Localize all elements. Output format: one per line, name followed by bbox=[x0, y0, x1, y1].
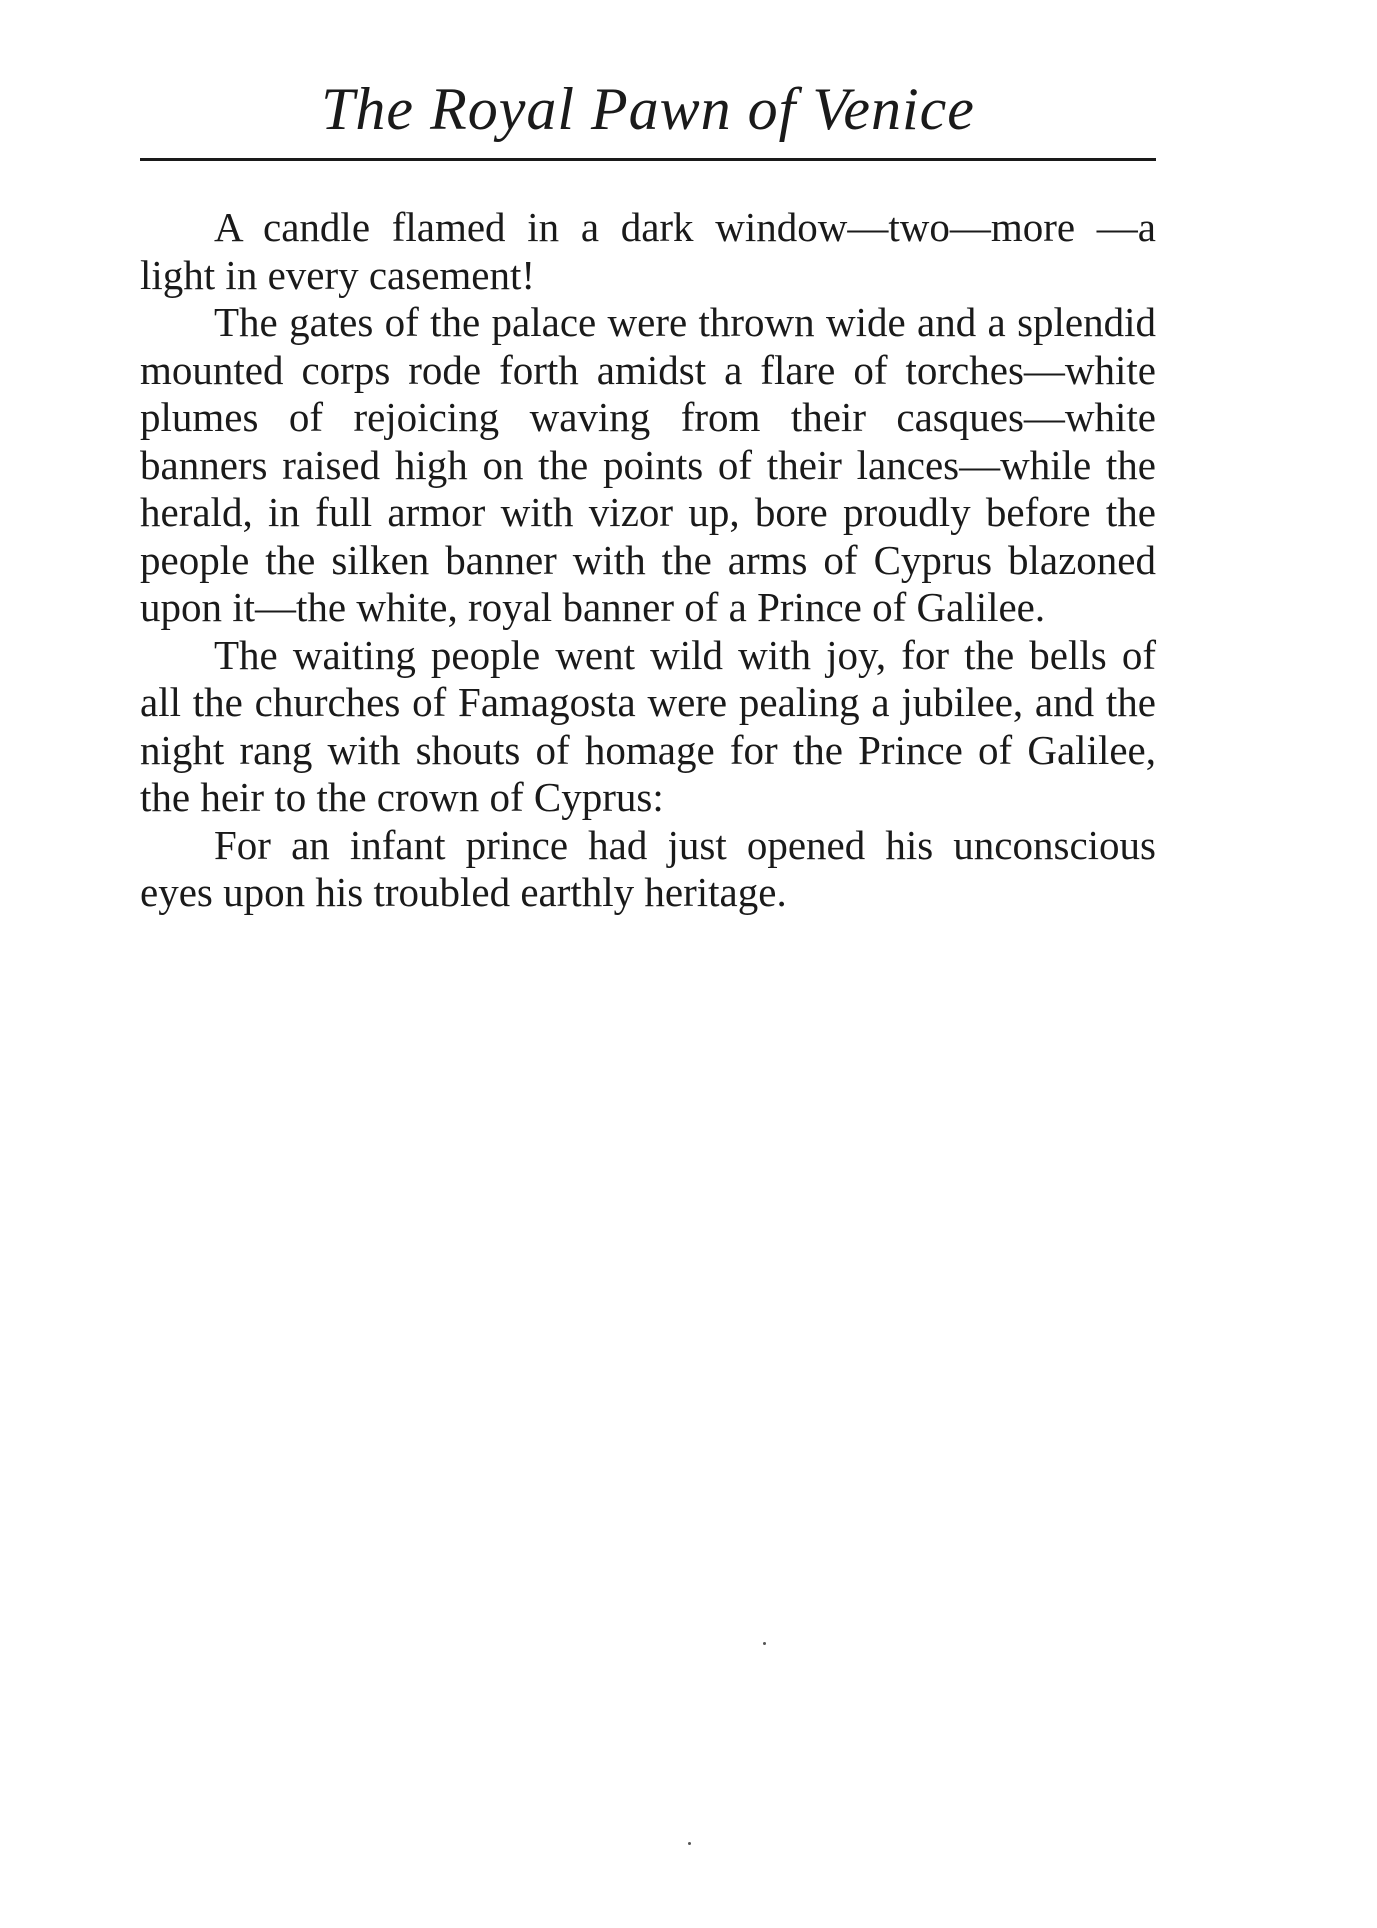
scan-speck bbox=[688, 1842, 691, 1845]
scan-speck bbox=[763, 1642, 766, 1645]
paragraph-2: The gates of the palace were thrown wide and a splendid mounted corps rode forth amidst a flare of torches—white plumes of rejoicing waving from their casques—white banners raised high on the points of their lances—while the herald, in full armor with vizor up, bore proudly before the people the silken banner with the arms of Cyprus blazoned upon it—the white, royal banner of a Prince of Galilee. bbox=[140, 299, 1156, 630]
paragraph-4: For an infant prince had just opened his unconscious eyes upon his troubled earthly heritage. bbox=[140, 821, 1156, 915]
paragraph-1: A candle flamed in a dark window—two—more —a light in every casement! bbox=[140, 204, 1156, 298]
running-head-title: The Royal Pawn of Venice bbox=[321, 76, 975, 142]
header-rule bbox=[140, 158, 1156, 161]
paragraph-3: The waiting people went wild with joy, for the bells of all the churches of Famagosta were pealing a jubilee, and the night rang with shouts of homage for the Prince of Galilee, the heir to the crown of Cyprus: bbox=[140, 631, 1156, 820]
body-text bbox=[140, 204, 1156, 917]
